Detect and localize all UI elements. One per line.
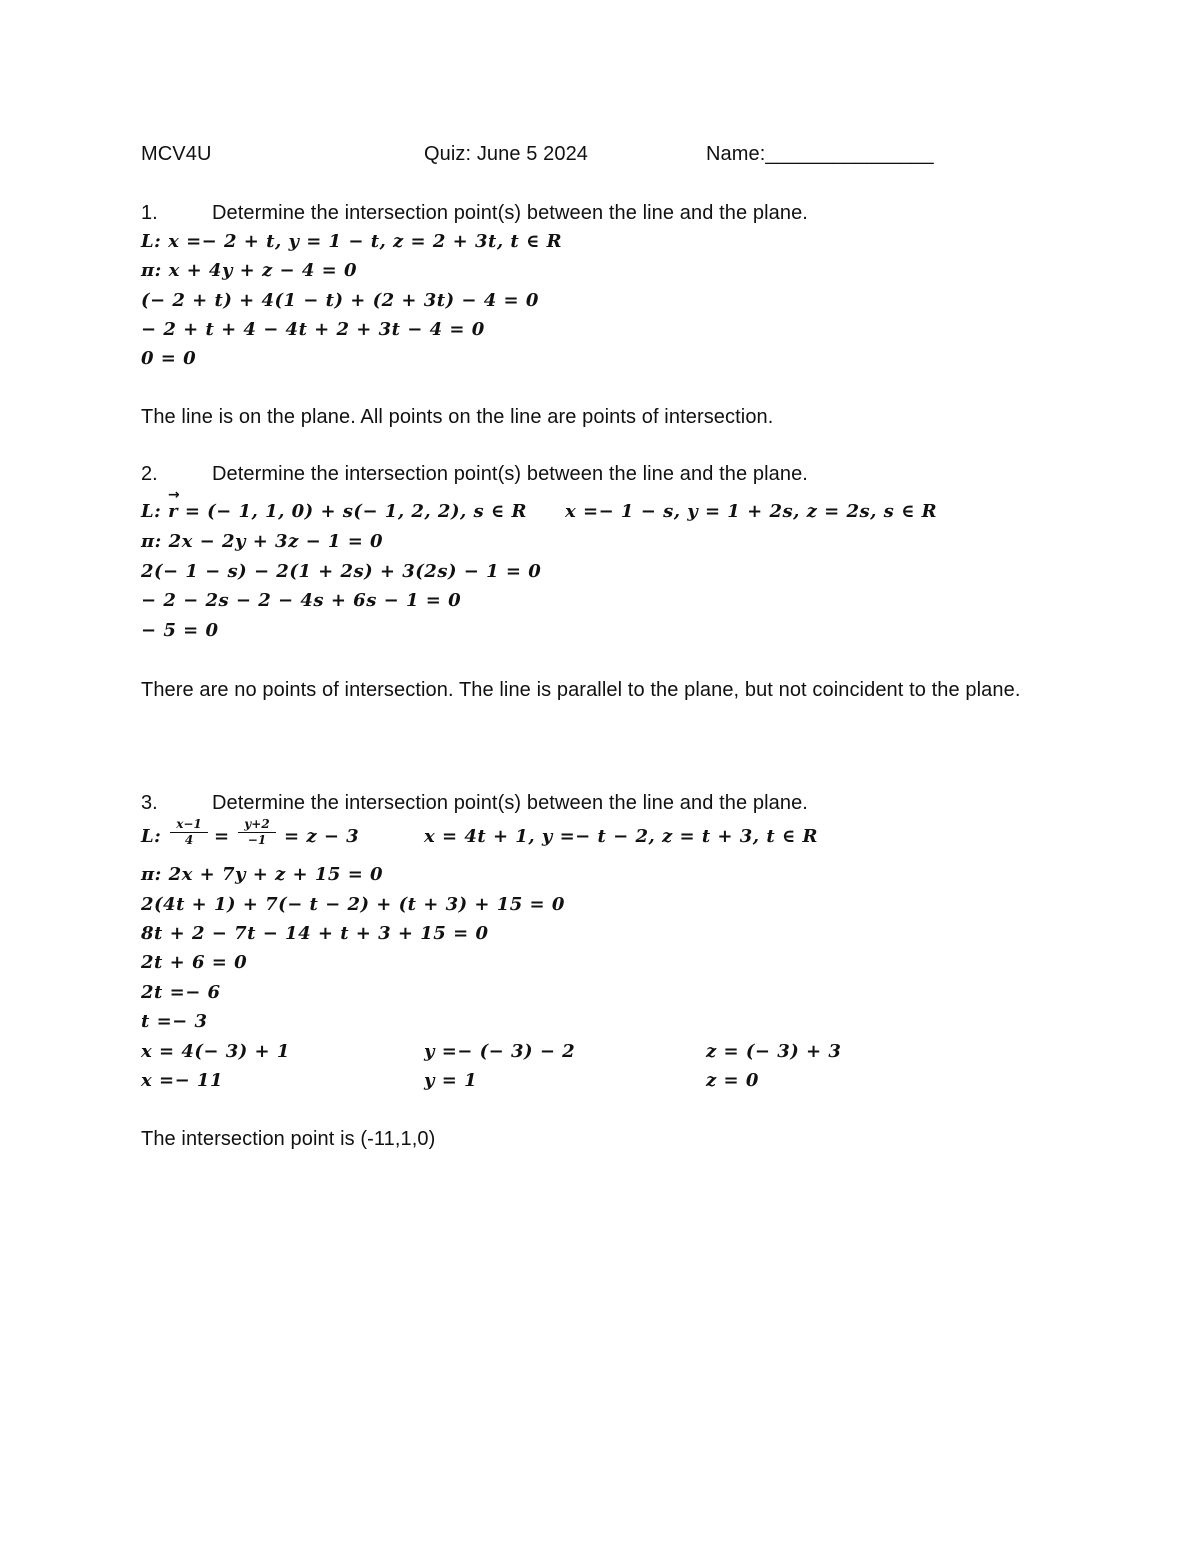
q3-equals-sign: = — [214, 826, 230, 847]
q3-substitution: 2(4t + 1) + 7(− t − 2) + (t + 3) + 15 = 0 — [141, 894, 565, 915]
q1-plane-equation: π: x + 4y + z − 4 = 0 — [141, 260, 358, 281]
q3-fraction-x-numerator: x−1 — [176, 817, 202, 831]
vector-arrow-icon: → — [168, 487, 180, 503]
question-1-number: 1. — [141, 202, 158, 224]
q1-conclusion: The line is on the plane. All points on the line are points of intersection. — [141, 406, 774, 428]
q2-expanded: − 2 − 2s − 2 − 4s + 6s − 1 = 0 — [141, 590, 462, 611]
q2-line-vector-equation: L: r = (− 1, 1, 0) + s(− 1, 2, 2), s ∈ R — [141, 501, 527, 522]
q2-substitution: 2(− 1 − s) − 2(1 + 2s) + 3(2s) − 1 = 0 — [141, 561, 542, 582]
q2-conclusion: There are no points of intersection. The line is parallel to the plane, but not coincident to the plane. — [141, 679, 1021, 701]
q3-plane-equation: π: 2x + 7y + z + 15 = 0 — [141, 864, 384, 885]
q3-sub-x: x = 4(− 3) + 1 — [141, 1041, 290, 1062]
q3-line-label: L: — [141, 826, 162, 847]
question-3-number: 3. — [141, 792, 158, 814]
question-2-number: 2. — [141, 463, 158, 485]
q3-fraction-y-denominator: −1 — [247, 833, 267, 847]
q3-res-z: z = 0 — [706, 1070, 759, 1091]
quiz-date: Quiz: June 5 2024 — [424, 143, 589, 165]
q3-sub-z: z = (− 3) + 3 — [706, 1041, 842, 1062]
course-code: MCV4U — [141, 143, 212, 165]
q1-expanded: − 2 + t + 4 − 4t + 2 + 3t − 4 = 0 — [141, 319, 485, 340]
q3-isolate: 2t =− 6 — [141, 982, 221, 1003]
q2-plane-equation: π: 2x − 2y + 3z − 1 = 0 — [141, 531, 384, 552]
q3-t-value: t =− 3 — [141, 1011, 208, 1032]
q3-fraction-x-denominator: 4 — [184, 833, 194, 847]
question-1-prompt: Determine the intersection point(s) between the line and the plane. — [212, 202, 808, 224]
q1-substitution: (− 2 + t) + 4(1 − t) + (2 + 3t) − 4 = 0 — [141, 290, 539, 311]
q3-line-parametric: x = 4t + 1, y =− t − 2, z = t + 3, t ∈ R — [424, 826, 818, 847]
question-3-prompt: Determine the intersection point(s) between the line and the plane. — [212, 792, 808, 814]
q3-fraction-y — [238, 818, 276, 847]
q2-result: − 5 = 0 — [141, 620, 219, 641]
q3-sub-y: y =− (− 3) − 2 — [424, 1041, 576, 1062]
q3-conclusion: The intersection point is (-11,1,0) — [141, 1128, 436, 1150]
q3-line-symmetric-tail: = z − 3 — [284, 826, 360, 847]
question-2-prompt: Determine the intersection point(s) between the line and the plane. — [212, 463, 808, 485]
q3-fraction-y-numerator: y+2 — [244, 817, 270, 831]
q3-res-y: y = 1 — [424, 1070, 478, 1091]
q2-line-parametric: x =− 1 − s, y = 1 + 2s, z = 2s, s ∈ R — [565, 501, 938, 522]
name-field-label: Name:_______________ — [706, 143, 934, 165]
q3-res-x: x =− 11 — [141, 1070, 223, 1091]
q1-result: 0 = 0 — [141, 348, 197, 369]
q3-expanded: 8t + 2 − 7t − 14 + t + 3 + 15 = 0 — [141, 923, 489, 944]
q3-simplified: 2t + 6 = 0 — [141, 952, 248, 973]
q3-fraction-x — [170, 818, 208, 847]
q1-line-equation: L: x =− 2 + t, y = 1 − t, z = 2 + 3t, t ∈ R — [141, 231, 563, 252]
